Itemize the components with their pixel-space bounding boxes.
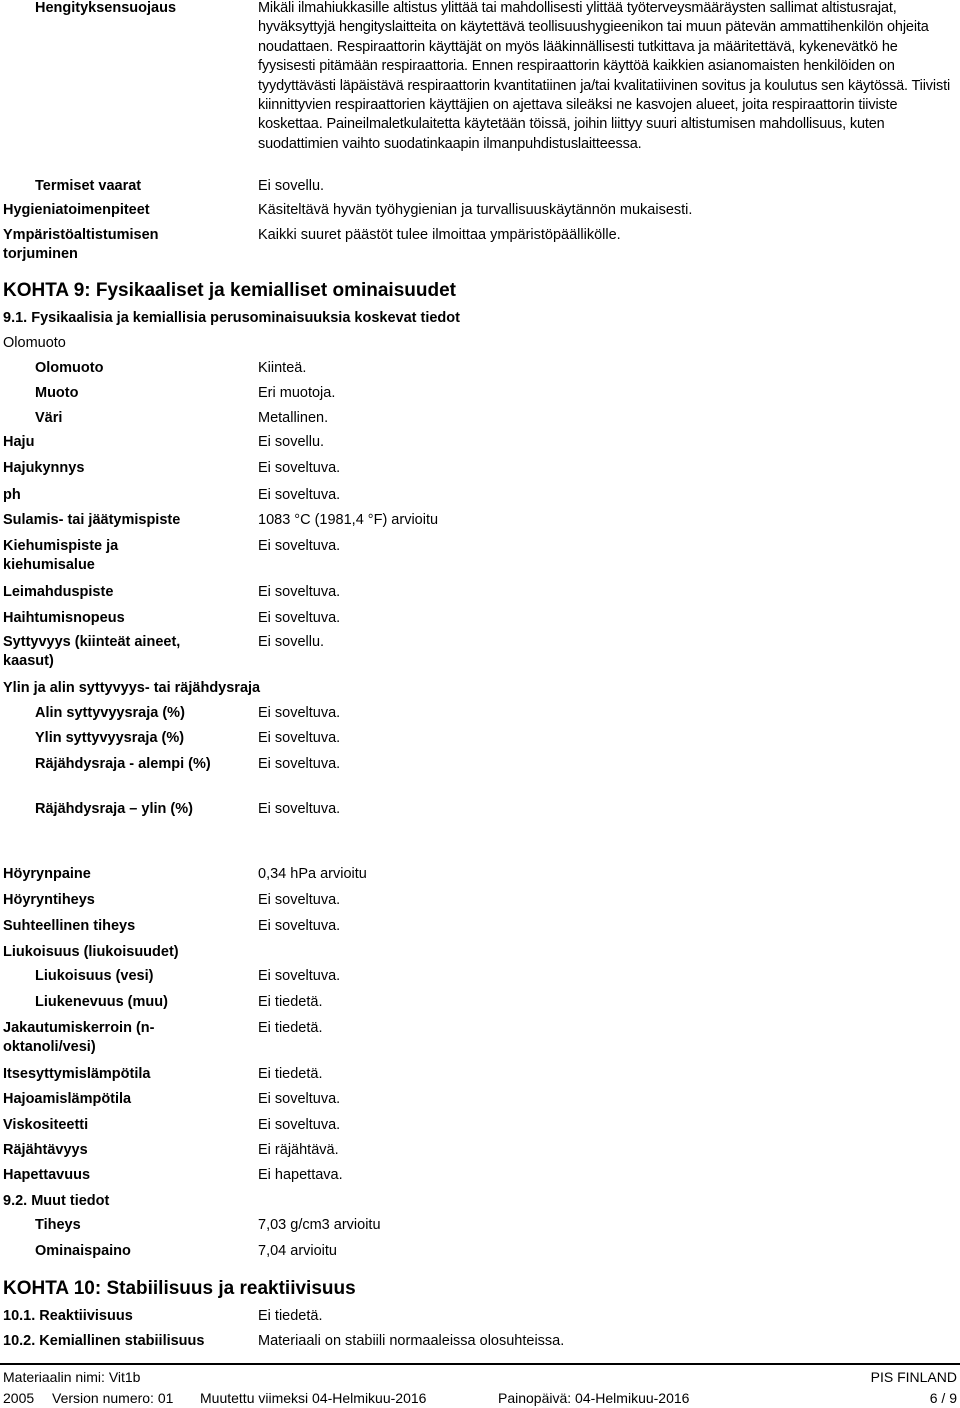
property-label: 9.1. Fysikaalisia ja kemiallisia perusominaisuuksia koskevat tiedot (3, 310, 460, 326)
footer-material: Materiaalin nimi: Vit1b (3, 1369, 141, 1385)
property-label: Syttyvyys (kiinteät aineet, kaasut) (3, 634, 181, 669)
property-value: Ei tiedetä. (258, 1308, 323, 1324)
property-label: Viskositeetti (3, 1117, 89, 1133)
property-label: Jakautumiskerroin (n-oktanoli/vesi) (3, 1020, 155, 1055)
footer-company: PIS FINLAND (870, 1369, 957, 1385)
property-value: Ei sovellu. (258, 634, 325, 650)
property-value: Ei soveltuva. (258, 892, 341, 908)
property-label: Liukenevuus (muu) (35, 994, 168, 1010)
respiratory-text: Mikäli ilmahiukkasille altistus ylittää tai mahdollisesti ylittää työterveysmääräysten sallimat altistusrajat, hyväksyttyjä hengityslaitteita on käytettävä teollisuushygieenikon tai muun pätevän ammattihenkilön ohjeita noudattaen. Respiraattorin käyttäjät on myös lääkinnällisesti tutkittava ja määritettävä, kykenevätkö he fyysisesti pitämään respiraattoria. Ennen respiraattorin käyttöä kaikkien asianomaisten henkilöiden on tyydyttävästi läpäistävä respiraattorin kvantitatiinen ja/tai kvalitatiivinen sovitus ja koulutus sen käytössä. Tiivisti kiinnittyvien respiraattorien käyttäjien on ajettava sileäksi ne kasvojen alueet, joita respiraattorin tiiviste koskettaa. Paineilmaletkulaitetta käytetään töissä, joihin liittyy suuri altistumisen mahdollisuus, kuten suodattimien vaihto suodatinkaapin ilmanpuhdistuslaitteessa. (258, 0, 951, 152)
property-value: Ei soveltuva. (258, 1117, 341, 1133)
property-value: Ei soveltuva. (258, 1091, 341, 1107)
property-label: Hapettavuus (3, 1167, 91, 1183)
property-label: ph (3, 487, 21, 503)
footer-printed: Painopäivä: 04-Helmikuu-2016 (498, 1390, 690, 1406)
property-value: Metallinen. (258, 410, 329, 426)
property-value: Ei sovellu. (258, 178, 325, 194)
property-label: Räjähdysraja – ylin (%) (35, 801, 193, 817)
property-label: Ominaispaino (35, 1243, 131, 1259)
property-label: Räjähtävyys (3, 1142, 88, 1158)
property-value: Ei soveltuva. (258, 730, 341, 746)
property-value: 1083 °C (1981,4 °F) arvioitu (258, 512, 439, 528)
property-label: Ympäristöaltistumisen torjuminen (3, 227, 159, 262)
property-value: Ei soveltuva. (258, 610, 341, 626)
property-value: Kaikki suuret päästöt tulee ilmoittaa ympäristöpäällikölle. (258, 227, 621, 243)
property-label: Sulamis- tai jäätymispiste (3, 512, 181, 528)
property-label: Alin syttyvyysraja (%) (35, 705, 185, 721)
property-label: 10.2. Kemiallinen stabiilisuus (3, 1333, 205, 1349)
section-heading: KOHTA 9: Fysikaaliset ja kemialliset ominaisuudet (3, 280, 456, 301)
property-value: Ei soveltuva. (258, 460, 341, 476)
property-label: Suhteellinen tiheys (3, 918, 136, 934)
property-label: Liukoisuus (vesi) (35, 968, 154, 984)
property-value: Kiinteä. (258, 360, 307, 376)
property-value: Ei tiedetä. (258, 1020, 323, 1036)
property-value: Ei soveltuva. (258, 968, 341, 984)
property-value: Ei soveltuva. (258, 918, 341, 934)
section-heading: KOHTA 10: Stabiilisuus ja reaktiivisuus (3, 1278, 356, 1299)
property-value: Ei soveltuva. (258, 705, 341, 721)
footer-modified: Muutettu viimeksi 04-Helmikuu-2016 (200, 1390, 427, 1406)
property-label: 10.1. Reaktiivisuus (3, 1308, 133, 1324)
property-value: Ei tiedetä. (258, 1066, 323, 1082)
property-label: Hajukynnys (3, 460, 85, 476)
property-label: Höyrynpaine (3, 866, 91, 882)
property-label: Kiehumispiste ja kiehumisalue (3, 538, 119, 573)
property-value: Ei räjähtävä. (258, 1142, 339, 1158)
property-value: Ei soveltuva. (258, 538, 341, 554)
property-value: Eri muotoja. (258, 385, 336, 401)
property-value: Ei soveltuva. (258, 756, 341, 772)
property-value: Ei hapettava. (258, 1167, 343, 1183)
property-label: Muoto (35, 385, 79, 401)
property-value: Materiaali on stabiili normaaleissa olosuhteissa. (258, 1333, 565, 1349)
footer-rule (0, 1363, 960, 1365)
property-label: 9.2. Muut tiedot (3, 1193, 110, 1209)
footer-code: 2005 (3, 1390, 35, 1406)
property-label: Hajoamislämpötila (3, 1091, 132, 1107)
property-label: Räjähdysraja - alempi (%) (35, 756, 211, 772)
property-label: Ylin syttyvyysraja (%) (35, 730, 185, 746)
property-value: Ei soveltuva. (258, 801, 341, 817)
property-label: Tiheys (35, 1217, 81, 1233)
property-label: Haju (3, 434, 35, 450)
property-value: Ei soveltuva. (258, 487, 341, 503)
property-label: Liukoisuus (liukoisuudet) (3, 944, 179, 960)
property-label: Haihtumisnopeus (3, 610, 125, 626)
property-value: Käsiteltävä hyvän työhygienian ja turvallisuuskäytännön mukaisesti. (258, 202, 693, 218)
property-value: 0,34 hPa arvioitu (258, 866, 367, 882)
property-label: Olomuoto (35, 360, 104, 376)
property-label: Hygieniatoimenpiteet (3, 202, 150, 218)
property-label: Itsesyttymislämpötila (3, 1066, 151, 1082)
property-label: Leimahduspiste (3, 584, 114, 600)
property-label: Ylin ja alin syttyvyys- tai räjähdysraja (3, 680, 261, 696)
property-label: Olomuoto (3, 335, 66, 351)
property-label: Väri (35, 410, 63, 426)
property-value: 7,04 arvioitu (258, 1243, 337, 1259)
property-value: 7,03 g/cm3 arvioitu (258, 1217, 381, 1233)
footer-page: 6 / 9 (929, 1390, 957, 1406)
property-label: Termiset vaarat (35, 178, 142, 194)
property-value: Ei sovellu. (258, 434, 325, 450)
property-value: Ei soveltuva. (258, 584, 341, 600)
footer-version: Version numero: 01 (52, 1390, 174, 1406)
property-label: Höyryntiheys (3, 892, 95, 908)
respiratory-label: Hengityksensuojaus (35, 0, 177, 16)
property-value: Ei tiedetä. (258, 994, 323, 1010)
